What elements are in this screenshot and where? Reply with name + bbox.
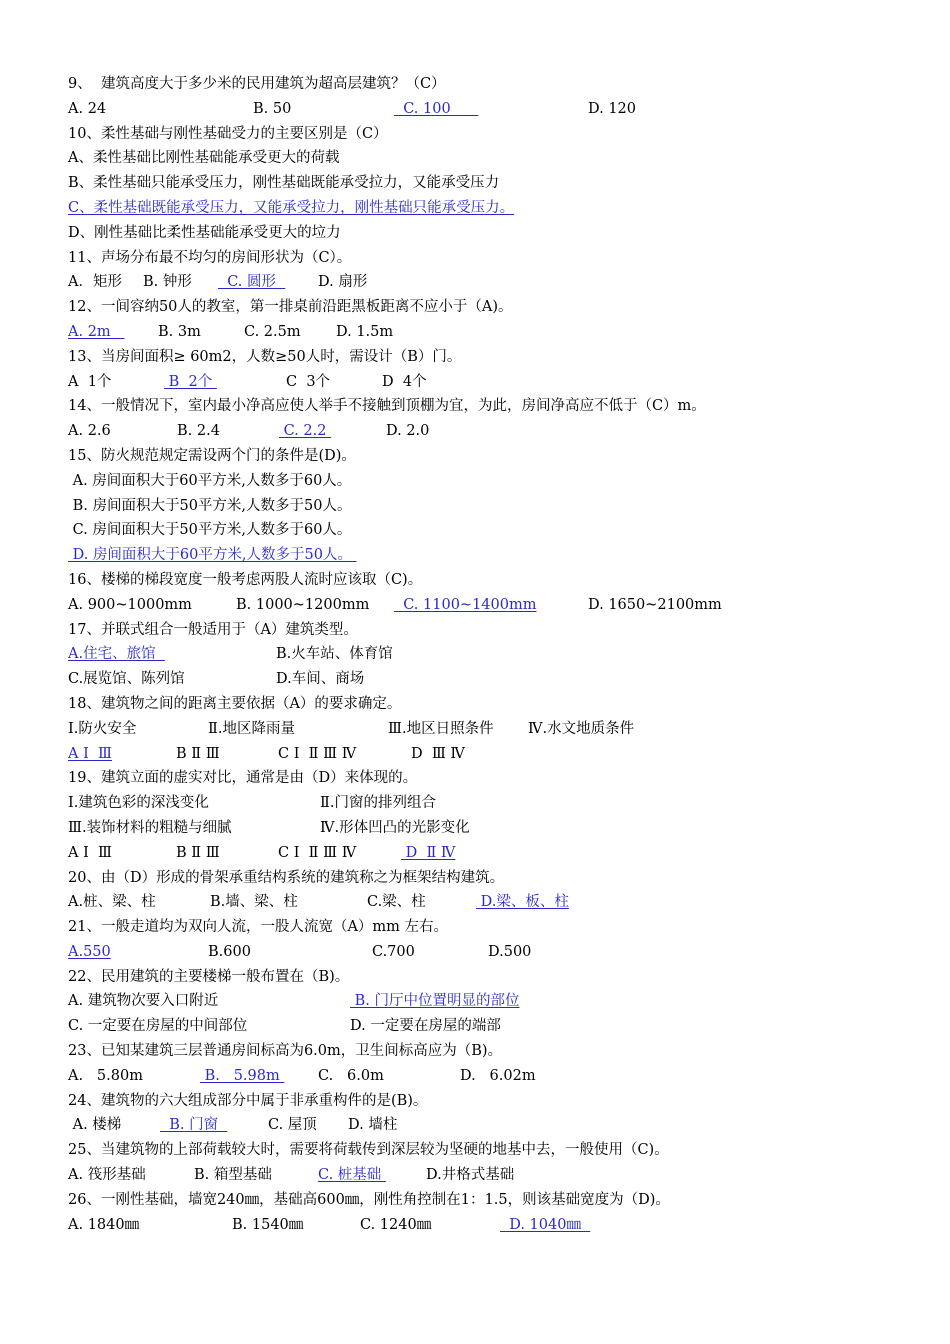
text-segment: Ⅰ.建筑色彩的深浅变化 bbox=[68, 795, 209, 812]
text-segment: D、刚性基础比柔性基础能承受更大的垃力 bbox=[68, 224, 341, 241]
text-segment: B.墙、梁、柱 bbox=[210, 894, 298, 911]
correct-answer: A.住宅、旅馆 bbox=[68, 646, 165, 663]
text-line bbox=[68, 618, 888, 643]
text-segment: 20、由（D）形成的骨架承重结构系统的建筑称之为框架结构建筑。 bbox=[68, 869, 505, 886]
text-line bbox=[68, 915, 888, 940]
text-line bbox=[68, 1064, 888, 1089]
text-segment: Ⅲ.装饰材料的粗糙与细腻 bbox=[68, 819, 232, 836]
text-segment: 18、建筑物之间的距离主要依据（A）的要求确定。 bbox=[68, 695, 402, 712]
text-segment: A、柔性基础比刚性基础能承受更大的荷载 bbox=[68, 150, 340, 167]
text-line bbox=[68, 1089, 888, 1114]
text-segment: 15、防火规范规定需设两个门的条件是(D)。 bbox=[68, 447, 356, 464]
text-segment: A Ⅰ Ⅲ bbox=[68, 844, 113, 861]
text-line bbox=[68, 122, 888, 147]
correct-answer: B. 门厅中位置明显的部位 bbox=[350, 993, 520, 1010]
text-segment: A.桩、梁、柱 bbox=[68, 894, 156, 911]
text-segment: D. 扇形 bbox=[318, 274, 368, 291]
text-segment: 25、当建筑物的上部荷载较大时，需要将荷载传到深层较为坚硬的地基中去，一般使用（C)。 bbox=[68, 1142, 669, 1159]
text-line bbox=[68, 518, 888, 543]
correct-answer: A Ⅰ Ⅲ bbox=[68, 745, 113, 762]
text-segment: 22、民用建筑的主要楼梯一般布置在（B)。 bbox=[68, 968, 350, 985]
correct-answer: A. 2m bbox=[68, 323, 125, 340]
text-segment: D. 2.0 bbox=[386, 423, 430, 440]
text-segment: C.展览馆、陈列馆 bbox=[68, 671, 185, 688]
text-segment: D.车间、商场 bbox=[276, 671, 365, 688]
text-segment: C.梁、柱 bbox=[367, 894, 426, 911]
correct-answer: C. 100 bbox=[394, 100, 479, 117]
text-line bbox=[68, 1113, 888, 1138]
correct-answer: D. 1040㎜ bbox=[500, 1216, 591, 1233]
text-segment: C. 屋顶 bbox=[268, 1117, 317, 1134]
text-line bbox=[68, 370, 888, 395]
text-line bbox=[68, 543, 888, 568]
text-line bbox=[68, 1138, 888, 1163]
text-line bbox=[68, 97, 888, 122]
text-line bbox=[68, 72, 888, 97]
text-segment: B. 2.4 bbox=[177, 423, 220, 440]
text-segment: A. 900~1000mm bbox=[68, 596, 192, 613]
text-segment: B.火车站、体育馆 bbox=[276, 646, 393, 663]
text-line bbox=[68, 742, 888, 767]
text-line bbox=[68, 568, 888, 593]
text-segment: B Ⅱ Ⅲ bbox=[176, 745, 220, 762]
text-segment: C 3个 bbox=[286, 373, 331, 390]
text-segment: C Ⅰ Ⅱ Ⅲ Ⅳ bbox=[278, 745, 357, 762]
text-segment: A．矩形 bbox=[68, 274, 122, 291]
text-line bbox=[68, 1163, 888, 1188]
text-line bbox=[68, 1213, 888, 1238]
correct-answer: D.梁、板、柱 bbox=[476, 894, 569, 911]
correct-answer: C、柔性基础既能承受压力，又能承受拉力，刚性基础只能承受压力。 bbox=[68, 199, 515, 216]
text-line bbox=[68, 940, 888, 965]
text-line bbox=[68, 295, 888, 320]
text-line bbox=[68, 320, 888, 345]
text-line bbox=[68, 1039, 888, 1064]
text-line bbox=[68, 419, 888, 444]
text-segment: 26、一刚性基础，墙宽240㎜，基础高600㎜，刚性角控制在1：1.5，则该基础宽度为（D)。 bbox=[68, 1191, 670, 1208]
text-segment: B.600 bbox=[208, 943, 251, 960]
correct-answer: D Ⅱ Ⅳ bbox=[401, 844, 456, 861]
text-line bbox=[68, 642, 888, 667]
text-line bbox=[68, 717, 888, 742]
text-segment: 17、并联式组合一般适用于（A）建筑类型。 bbox=[68, 621, 358, 638]
text-segment: C. 1240㎜ bbox=[360, 1216, 432, 1233]
document-body bbox=[68, 72, 888, 1237]
text-segment: C. 2.5m bbox=[244, 323, 301, 340]
text-segment: 12、一间容纳50人的教室，第一排桌前沿距黑板距离不应小于（A)。 bbox=[68, 299, 513, 316]
text-segment: C Ⅰ Ⅱ Ⅲ Ⅳ bbox=[278, 844, 357, 861]
text-line bbox=[68, 171, 888, 196]
text-segment: Ⅱ.地区降雨量 bbox=[208, 720, 295, 737]
text-segment: D. 一定要在房屋的端部 bbox=[350, 1018, 501, 1035]
text-line bbox=[68, 1014, 888, 1039]
text-segment: Ⅳ.水文地质条件 bbox=[528, 720, 635, 737]
text-segment: B. 房间面积大于50平方米,人数多于50人。 bbox=[68, 497, 352, 514]
text-segment: A. 5.80m bbox=[68, 1067, 143, 1084]
text-segment: 11、声场分布最不均匀的房间形状为（C）。 bbox=[68, 249, 352, 266]
text-segment: C. 房间面积大于50平方米,人数多于60人。 bbox=[68, 522, 352, 539]
text-segment: B. 3m bbox=[158, 323, 201, 340]
correct-answer: A.550 bbox=[68, 943, 111, 960]
text-line bbox=[68, 146, 888, 171]
text-line bbox=[68, 890, 888, 915]
text-segment: B Ⅱ Ⅲ bbox=[176, 844, 220, 861]
text-segment: A. 房间面积大于60平方米,人数多于60人。 bbox=[68, 472, 352, 489]
text-line bbox=[68, 196, 888, 221]
text-line bbox=[68, 394, 888, 419]
text-segment: 13、当房间面积≥ 60m2，人数≥50人时，需设计（B）门。 bbox=[68, 348, 462, 365]
text-line bbox=[68, 469, 888, 494]
text-line bbox=[68, 791, 888, 816]
text-line bbox=[68, 593, 888, 618]
text-segment: Ⅱ.门窗的排列组合 bbox=[320, 795, 436, 812]
text-segment: B. 1000~1200mm bbox=[236, 596, 370, 613]
text-segment: B. 钟形 bbox=[143, 274, 192, 291]
correct-answer: B 2个 bbox=[164, 373, 217, 390]
correct-answer: B. 5.98m bbox=[200, 1067, 285, 1084]
text-segment: D. 1.5m bbox=[336, 323, 394, 340]
text-segment: A. 24 bbox=[68, 100, 107, 117]
text-segment: Ⅲ.地区日照条件 bbox=[388, 720, 494, 737]
text-segment: A. 2.6 bbox=[68, 423, 111, 440]
text-line bbox=[68, 221, 888, 246]
text-segment: D. 6.02m bbox=[460, 1067, 536, 1084]
correct-answer: C. 2.2 bbox=[279, 423, 332, 440]
text-segment: Ⅰ.防火安全 bbox=[68, 720, 137, 737]
text-segment: A. 楼梯 bbox=[68, 1117, 122, 1134]
text-line bbox=[68, 965, 888, 990]
text-segment: B. 1540㎜ bbox=[232, 1216, 304, 1233]
text-segment: A. 建筑物次要入口附近 bbox=[68, 993, 219, 1010]
text-line bbox=[68, 841, 888, 866]
text-line bbox=[68, 766, 888, 791]
text-segment: D. 120 bbox=[588, 100, 637, 117]
text-segment: 9、 建筑高度大于多少米的民用建筑为超高层建筑？（C） bbox=[68, 76, 446, 92]
text-segment: A 1个 bbox=[68, 373, 112, 390]
text-segment: 21、一般走道均为双向人流，一股人流宽（A）mm 左右。 bbox=[68, 919, 449, 936]
text-segment: C.700 bbox=[372, 943, 415, 960]
correct-answer: D. 房间面积大于60平方米,人数多于50人。 bbox=[68, 547, 357, 564]
text-line bbox=[68, 345, 888, 370]
text-line bbox=[68, 444, 888, 469]
text-line bbox=[68, 989, 888, 1014]
text-segment: D. 墙柱 bbox=[348, 1117, 398, 1134]
correct-answer: C. 圆形 bbox=[218, 274, 286, 291]
text-line bbox=[68, 866, 888, 891]
correct-answer: C. 1100~1400mm bbox=[394, 596, 537, 613]
text-segment: A. 1840㎜ bbox=[68, 1216, 140, 1233]
text-segment: D.500 bbox=[488, 943, 532, 960]
text-segment: 23、已知某建筑三层普通房间标高为6.0m，卫生间标高应为（B)。 bbox=[68, 1043, 503, 1060]
text-segment: D.井格式基础 bbox=[426, 1167, 515, 1184]
correct-answer: C. 桩基础 bbox=[318, 1167, 386, 1184]
text-segment: 10、柔性基础与刚性基础受力的主要区别是（C） bbox=[68, 125, 388, 142]
text-line bbox=[68, 816, 888, 841]
text-line bbox=[68, 246, 888, 271]
text-segment: 14、一般情况下，室内最小净高应使人举手不接触到顶棚为宜，为此，房间净高应不低于（C）m。 bbox=[68, 398, 706, 415]
text-segment: B. 箱型基础 bbox=[194, 1167, 272, 1184]
text-line bbox=[68, 692, 888, 717]
text-line bbox=[68, 1188, 888, 1213]
text-segment: D. 1650~2100mm bbox=[588, 596, 722, 613]
text-segment: C. 一定要在房屋的中间部位 bbox=[68, 1018, 248, 1035]
text-segment: A. 筏形基础 bbox=[68, 1167, 146, 1184]
correct-answer: B. 门窗 bbox=[160, 1117, 228, 1134]
text-segment: 16、楼梯的梯段宽度一般考虑两股人流时应该取（C)。 bbox=[68, 571, 423, 588]
text-segment: B、柔性基础只能承受压力，刚性基础既能承受拉力，又能承受压力 bbox=[68, 175, 500, 192]
text-segment: D 4个 bbox=[382, 373, 427, 390]
text-segment: Ⅳ.形体凹凸的光影变化 bbox=[320, 819, 470, 836]
text-line bbox=[68, 667, 888, 692]
text-segment: C. 6.0m bbox=[318, 1067, 384, 1084]
text-segment: B. 50 bbox=[253, 100, 292, 117]
text-line bbox=[68, 494, 888, 519]
text-line bbox=[68, 270, 888, 295]
text-segment: 24、建筑物的六大组成部分中属于非承重构件的是(B)。 bbox=[68, 1092, 428, 1109]
text-segment: D Ⅲ Ⅳ bbox=[411, 745, 465, 762]
text-segment: 19、建筑立面的虚实对比，通常是由（D）来体现的。 bbox=[68, 770, 418, 787]
